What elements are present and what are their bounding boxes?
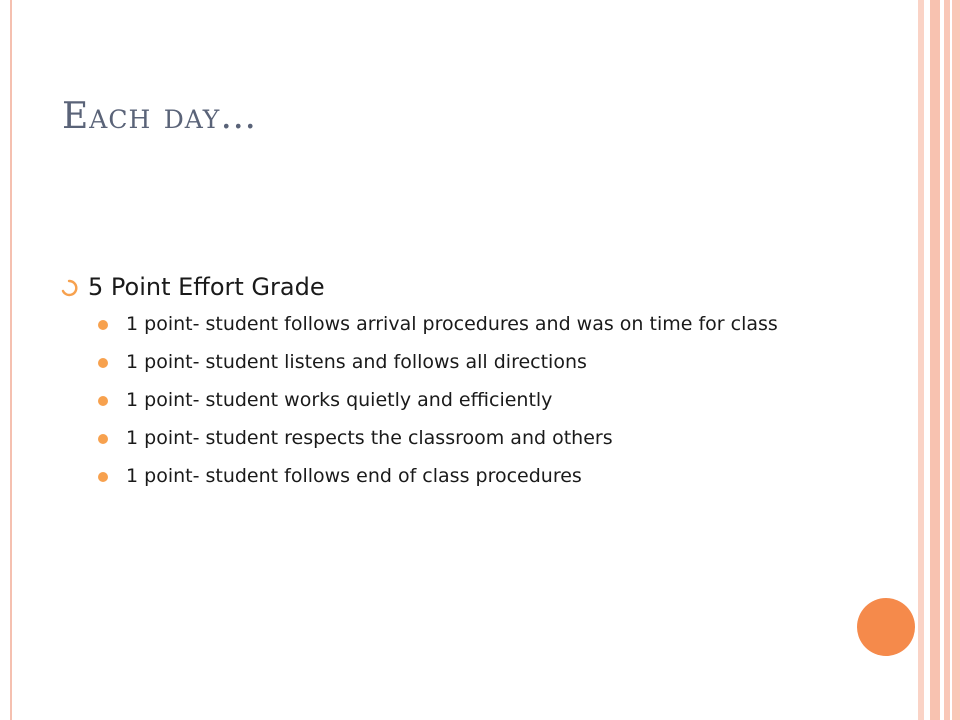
list-item-text: 1 point- student listens and follows all directions [126, 351, 587, 373]
dot-bullet-icon [98, 320, 108, 330]
left-border [10, 0, 12, 720]
list-item-text: 1 point- student follows arrival procedures and was on time for class [126, 313, 778, 335]
list-item-text: 1 point- student works quietly and efficiently [126, 389, 553, 411]
main-bullet-text: 5 Point Effort Grade [88, 273, 325, 301]
dot-bullet-icon [98, 358, 108, 368]
decor-stripe [930, 0, 940, 720]
list-item [98, 462, 820, 490]
ring-bullet-icon [60, 279, 78, 297]
list-item-text: 1 point- student follows end of class procedures [126, 465, 582, 487]
slide-title: Each day… [62, 96, 258, 137]
dot-bullet-icon [98, 472, 108, 482]
list-item [98, 348, 820, 376]
list-item [98, 310, 820, 338]
sub-bullet-list [60, 310, 820, 490]
dot-bullet-icon [98, 396, 108, 406]
slide-content [60, 270, 820, 500]
list-item [98, 386, 820, 414]
main-bullet-item [60, 270, 820, 304]
decor-stripe [944, 0, 960, 720]
list-item-text: 1 point- student respects the classroom and others [126, 427, 613, 449]
decor-stripe [950, 0, 952, 720]
decor-circle [857, 598, 915, 656]
list-item [98, 424, 820, 452]
dot-bullet-icon [98, 434, 108, 444]
